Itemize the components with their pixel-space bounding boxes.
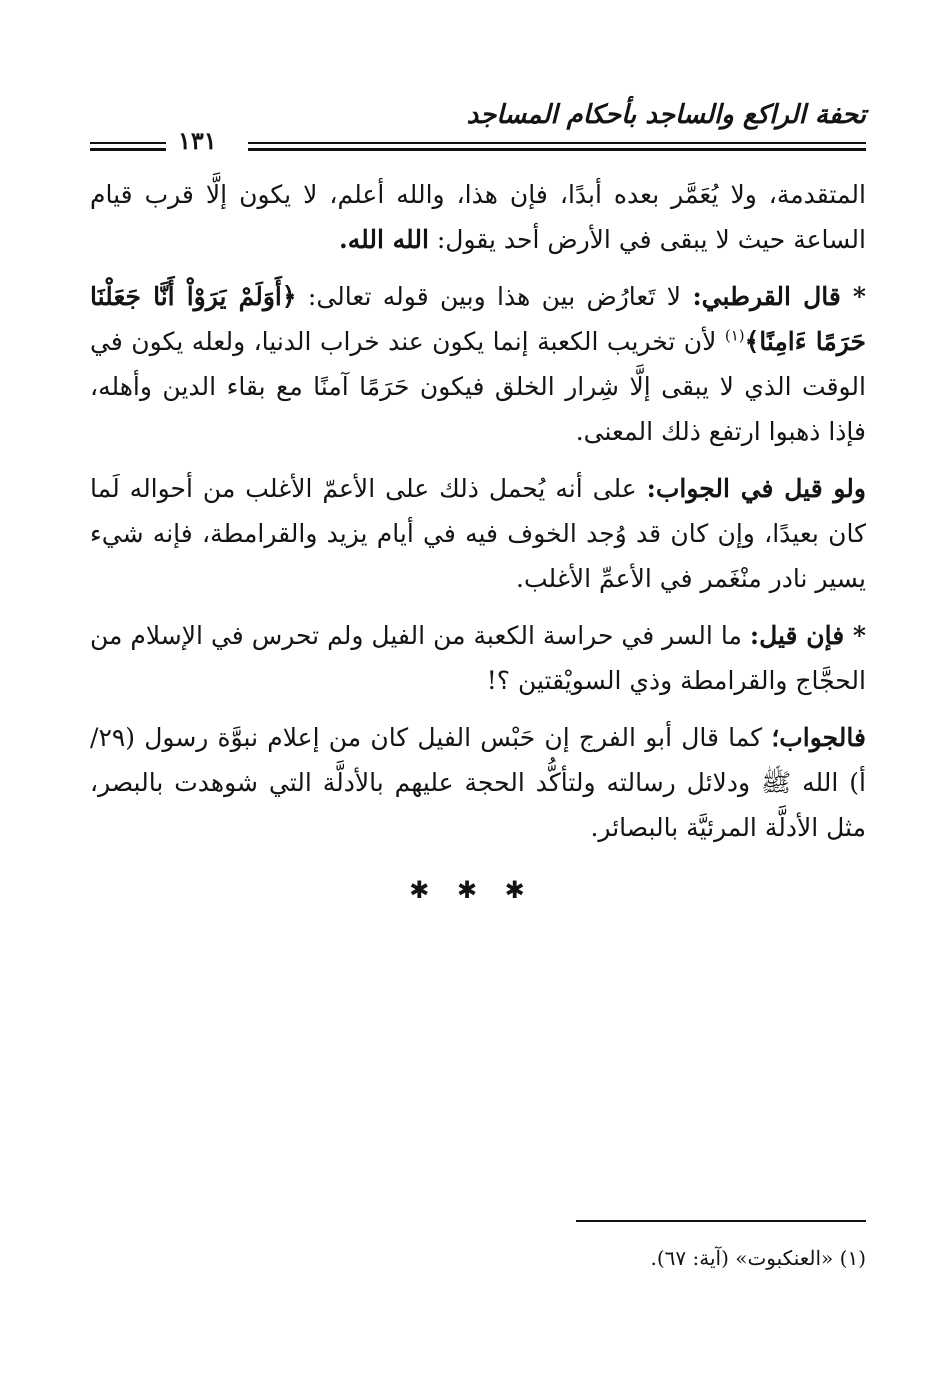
paragraph-2-continuation: لأن تخريب الكعبة إنما يكون عند خراب الدنيا، ولعله يكون في الوقت الذي لا يبقى إلَّا شِرار الخلق فيكون حَرَمًا آمنًا مع بقاء الدين وأهله، فإذا ذهبوا ارتفع ذلك المعنى. (90, 327, 866, 446)
paragraph-4-text: ما السر في حراسة الكعبة من الفيل ولم تحرس في الإسلام من الحجَّاج والقرامطة وذي السويْقتين ؟! (90, 621, 866, 695)
paragraph-1-bold-tail: الله الله. (339, 225, 429, 254)
quran-verse: ﴿أَوَلَمْ يَرَوْاْ أَنَّا جَعَلْنَا حَرَمًا ءَامِنًا﴾ (90, 282, 866, 356)
paragraph-1-text: المتقدمة، ولا يُعَمَّر بعده أبدًا، فإن هذا، والله أعلم، لا يكون إلَّا قرب قيام الساعة حيث لا يبقى في الأرض أحد يقول: (90, 180, 866, 254)
paragraph-3-lead: ولو قيل في الجواب: (646, 474, 866, 503)
paragraph-3 (90, 466, 866, 601)
book-title: تحفة الراكع والساجد بأحكام المساجد (466, 100, 866, 130)
footnote-rule (576, 1220, 866, 1222)
section-separator: ✱ ✱ ✱ (409, 876, 535, 904)
paragraph-5-lead: فالجواب؛ (771, 723, 866, 752)
page-number-rule-bottom (90, 148, 166, 151)
paragraph-4-lead: * فإن قيل: (749, 621, 866, 650)
paragraph-3-text: على أنه يُحمل ذلك على الأعمّ الأغلب من أحواله لَما كان بعيدًا، وإن كان قد وُجد الخوف فيه في أيام يزيد والقرامطة، فإنه شيء يسير نادر منْغَمر في الأعمِّ الأغلب. (90, 474, 866, 593)
header-rule-bottom (248, 148, 866, 151)
main-text (90, 172, 866, 862)
paragraph-5-text: كما قال أبو الفرج إن حَبْس الفيل كان من إعلام نبوَّة رسول (٢٩/أ) الله ﷺ ودلائل رسالته ولتأكُّد الحجة عليهم بالأدلَّة التي شوهدت بالبصر، مثل الأدلَّة المرئيَّة بالبصائر. (90, 723, 866, 842)
paragraph-2-text: لا تَعارُض بين هذا وبين قوله تعالى: (307, 282, 682, 311)
paragraph-2 (90, 274, 866, 454)
paragraph-2-lead: * قال القرطبي: (692, 282, 867, 311)
paragraph-1 (90, 172, 866, 262)
header-rule-top (248, 142, 866, 144)
running-header (90, 100, 866, 158)
page-number: ١٣١ (178, 126, 217, 155)
paragraph-5 (90, 715, 866, 850)
footnote: (١) «العنكبوت» (آية: ٦٧). (650, 1246, 866, 1270)
footnote-reference: (١) (724, 326, 745, 345)
paragraph-4 (90, 613, 866, 703)
page-number-rule-top (90, 142, 166, 144)
